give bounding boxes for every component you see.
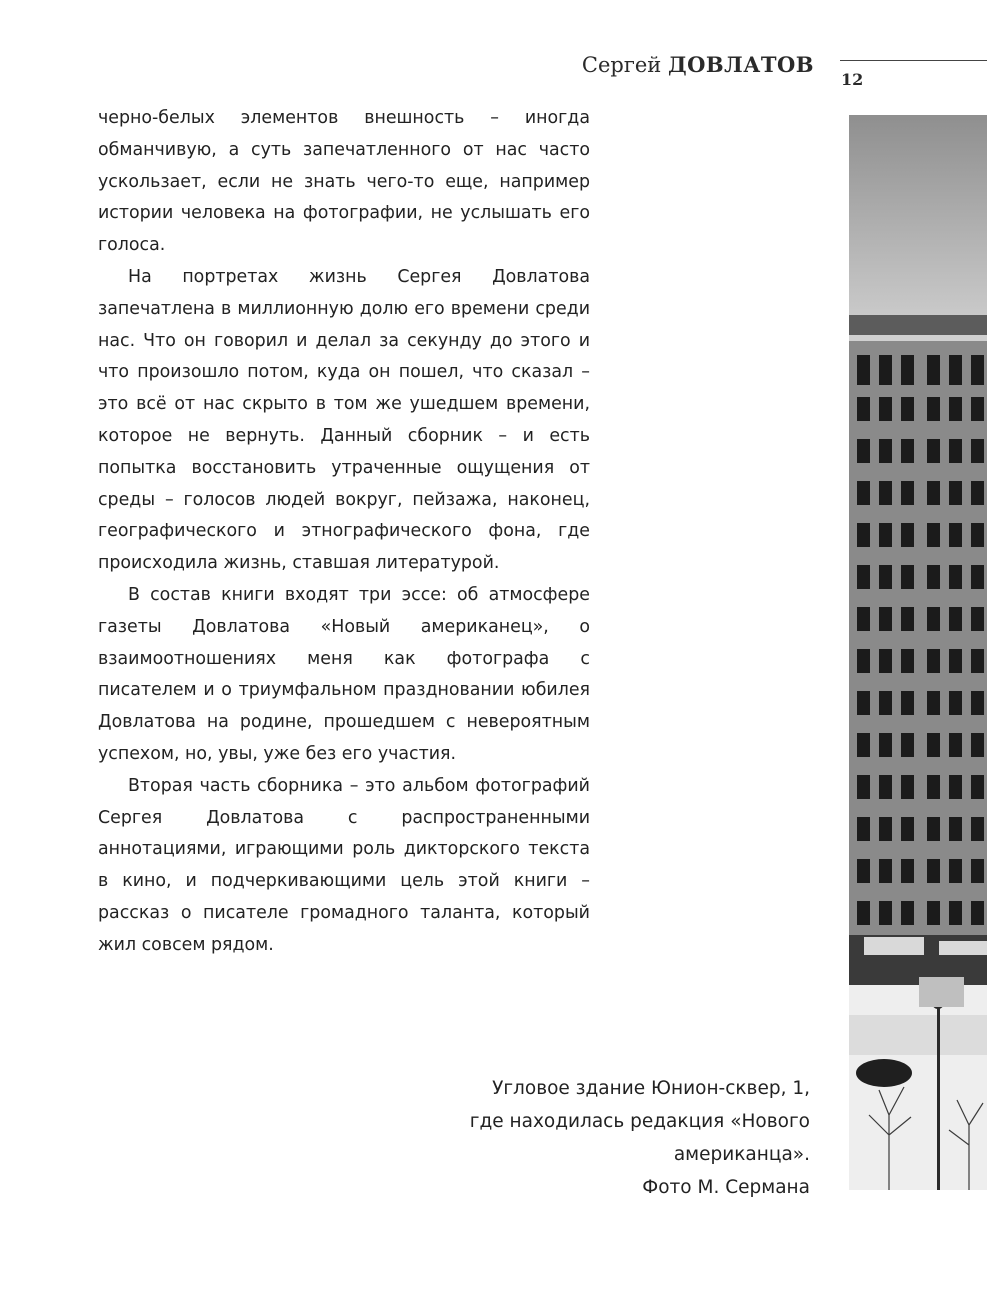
facade-window <box>879 607 892 631</box>
facade-window <box>901 523 914 547</box>
facade-window <box>927 817 940 841</box>
facade-window <box>971 607 984 631</box>
facade-window <box>949 733 962 757</box>
page-number: 12 <box>841 70 864 89</box>
facade-window <box>927 481 940 505</box>
building-photo <box>849 115 987 1190</box>
facade-window <box>857 691 870 715</box>
paragraph: В состав книги входят три эссе: об атмосфере газеты Довлатова «Новый американец», о взаимоотношениях меня как фотографа с писателем и о триумфальном праздновании юбилея Довлатова на родине, прошедшем с невероятным успехом, но, увы, уже без его участия. <box>98 584 590 764</box>
paragraph: черно-белых элементов внешность – иногда обманчивую, а суть запечатленного от нас часто ускользает, если не знать чего-то еще, например истории человека на фотографии, не услышать его голоса. <box>98 108 590 256</box>
facade-window <box>857 523 870 547</box>
facade-window <box>857 607 870 631</box>
facade-window <box>879 733 892 757</box>
facade-window <box>971 481 984 505</box>
facade-window <box>971 397 984 421</box>
facade-window <box>927 691 940 715</box>
facade-window <box>971 691 984 715</box>
facade-window <box>927 649 940 673</box>
facade-window <box>927 439 940 463</box>
facade-window <box>927 355 940 385</box>
facade-window <box>927 733 940 757</box>
facade-window <box>971 649 984 673</box>
facade-window <box>879 775 892 799</box>
facade-window <box>971 859 984 883</box>
facade-window <box>971 355 984 385</box>
facade-window <box>971 733 984 757</box>
facade-window <box>971 775 984 799</box>
facade-window <box>879 859 892 883</box>
facade-window <box>857 397 870 421</box>
facade-window <box>901 607 914 631</box>
facade-window <box>971 439 984 463</box>
facade-window <box>857 817 870 841</box>
facade-window <box>901 355 914 385</box>
facade-window <box>901 859 914 883</box>
facade-window <box>857 775 870 799</box>
running-header-author <box>582 52 814 77</box>
facade-window <box>857 439 870 463</box>
facade-window <box>949 397 962 421</box>
facade-window <box>857 859 870 883</box>
facade-window <box>927 901 940 925</box>
facade-window <box>879 439 892 463</box>
photo-credit: Фото М. Сермана <box>642 1177 810 1198</box>
facade-window <box>857 565 870 589</box>
header-rule <box>840 60 987 61</box>
caption-line: Угловое здание Юнион-сквер, 1, <box>492 1078 810 1099</box>
facade-window <box>949 775 962 799</box>
facade-window <box>949 481 962 505</box>
facade-window <box>949 859 962 883</box>
facade-window <box>879 565 892 589</box>
facade-window <box>857 901 870 925</box>
facade-window <box>901 649 914 673</box>
facade-window <box>949 523 962 547</box>
caption-line: где находилась редакция «Нового <box>469 1111 810 1132</box>
facade-window <box>901 775 914 799</box>
facade-window <box>879 523 892 547</box>
paragraph: На портретах жизнь Сергея Довлатова запечатлена в миллионную долю его времени среди нас. Что он говорил и делал за секунду до этого и что произошло потом, куда он пошел, что сказал – это всё от нас скрыто в том же ушедшем времени, которое не вернуть. Данный сборник – и есть попытка восстановить утраченные ощущения от среды – голосов людей вокруг, пейзажа, наконец, географического и этнографического фона, где происходила жизнь, ставшая литературой. <box>98 266 590 574</box>
facade-window <box>901 817 914 841</box>
author-first-name: Сергей <box>581 53 662 77</box>
facade-window <box>949 565 962 589</box>
facade-window <box>971 817 984 841</box>
body-text <box>98 103 590 962</box>
facade-window <box>949 817 962 841</box>
facade-window <box>901 565 914 589</box>
facade-window <box>927 565 940 589</box>
building-photo-image <box>849 115 987 1190</box>
facade-window <box>949 649 962 673</box>
facade-window <box>879 901 892 925</box>
facade-window <box>857 733 870 757</box>
facade-window <box>927 523 940 547</box>
facade-window <box>927 859 940 883</box>
facade-window <box>971 523 984 547</box>
facade-window <box>879 817 892 841</box>
facade-window <box>901 691 914 715</box>
facade-window <box>879 691 892 715</box>
caption-line: американца». <box>673 1144 810 1165</box>
facade-window <box>971 901 984 925</box>
facade-window <box>927 607 940 631</box>
facade-window <box>879 649 892 673</box>
author-last-name: ДОВЛАТОВ <box>667 52 814 77</box>
facade-window <box>879 355 892 385</box>
facade-window <box>927 397 940 421</box>
facade-window <box>971 565 984 589</box>
facade-window <box>901 733 914 757</box>
facade-window <box>901 901 914 925</box>
facade-window <box>901 397 914 421</box>
facade-window <box>879 481 892 505</box>
facade-window <box>949 607 962 631</box>
facade-window <box>949 355 962 385</box>
photo-caption <box>430 1072 810 1204</box>
facade-window <box>901 439 914 463</box>
facade-window <box>949 439 962 463</box>
facade-window <box>949 691 962 715</box>
facade-window <box>857 649 870 673</box>
facade-window <box>927 775 940 799</box>
paragraph: Вторая часть сборника – это альбом фотографий Сергея Довлатова с распространенными аннотациями, играющими роль дикторского текста в кино, и подчеркивающими цель этой книги – рассказ о писателе громадного таланта, который жил совсем рядом. <box>98 775 590 955</box>
facade-window <box>949 901 962 925</box>
facade-window <box>857 355 870 385</box>
facade-window <box>879 397 892 421</box>
facade-window <box>857 481 870 505</box>
facade-window <box>901 481 914 505</box>
